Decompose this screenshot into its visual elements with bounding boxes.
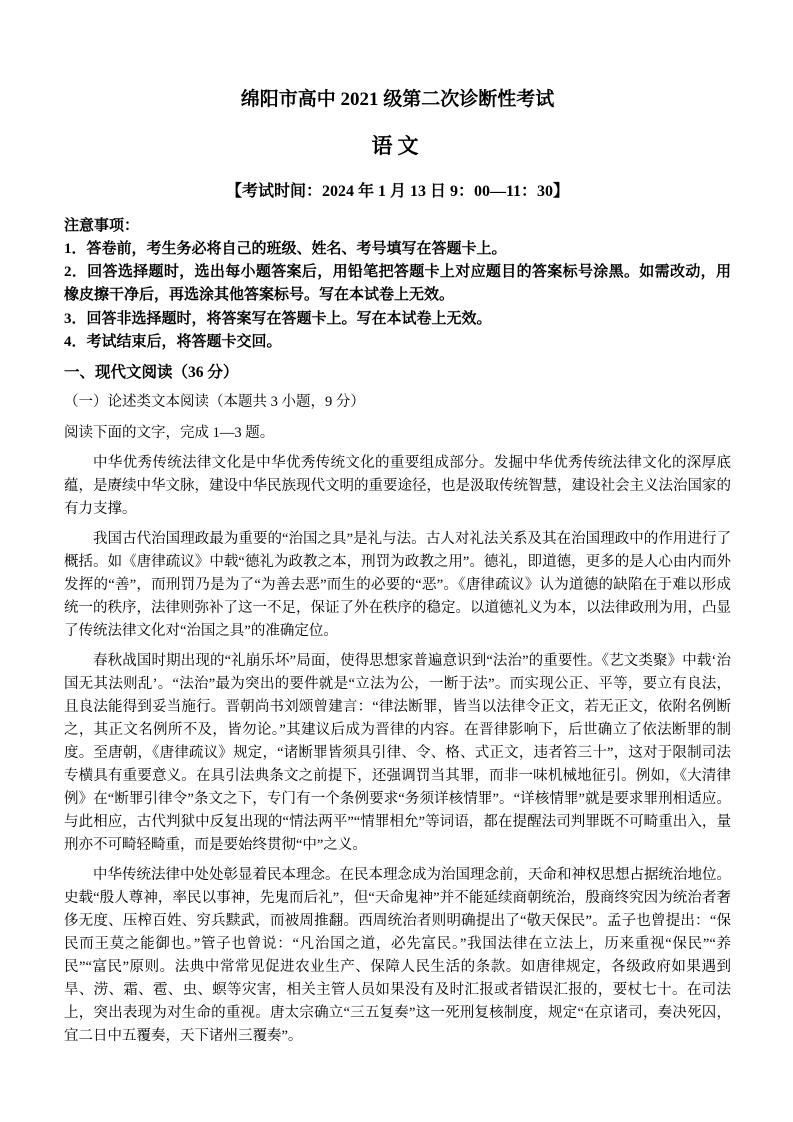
notice-item-3: 3．回答非选择题时，将答案写在答题卡上。写在本试卷上无效。 (64, 310, 492, 327)
notice-item-4: 4．考试结束后，将答题卡交回。 (64, 333, 282, 350)
exam-title: 绵阳市高中 2021 级第二次诊断性考试 (240, 89, 555, 110)
subsection-heading: （一）论述类文本阅读（本题共 3 小题，9 分） (64, 394, 365, 411)
reading-instruction: 阅读下面的文字，完成 1—3 题。 (64, 425, 275, 442)
notice-item-2: 2．回答选择题时，选出每小题答案后，用铅笔把答题卡上对应题目的答案标号涂黑。如需改动，用橡皮擦干净后，再选涂其他答案标号。写在本试卷上无效。 (64, 264, 731, 304)
notices-heading: 注意事项： (64, 217, 140, 234)
section-heading: 一、现代文阅读（36 分） (64, 364, 239, 382)
essay-paragraph-2: 我国古代治国理政最为重要的“治国之具”是礼与法。古人对礼法关系及其在治国理政中的作用进行了概括。如《唐律疏议》中载“德礼为政教之本，刑罚为政教之用”。德礼，即道德，更多的是人心由内而外发挥的“善”，而刑罚乃是为了“为善去恶”而生的必要的“恶”。《唐律疏议》认为道德的缺陷在于难以形成统一的秩序，法律则弥补了这一不足，保证了外在秩序的稳定。以道德礼义为本，以法律政刑为用，凸显了传统法律文化对“治国之具”的准确定位。 (64, 530, 731, 639)
exam-time: 【考试时间：2024 年 1 月 13 日 9：00—11：30】 (225, 182, 570, 200)
essay-paragraph-1: 中华优秀传统法律文化是中华优秀传统文化的重要组成部分。发掘中华优秀传统法律文化的深厚底蕴，是赓续中华文脉，建设中华民族现代文明的重要途径，也是汲取传统智慧，建设社会主义法治国家的有力支撑。 (64, 454, 731, 517)
essay-paragraph-4: 中华传统法律中处处彰显着民本理念。在民本理念成为治国理念前，天命和神权思想占据统治地位。史载“殷人尊神，率民以事神，先鬼而后礼”，但“天命鬼神”并不能延续商朝统治，殷商终究因为统治者奢侈无度、压榨百姓、穷兵黩武，而被周推翻。西周统治者则明确提出了“敬天保民”。孟子也曾提出：“保民而王莫之能御也。”管子也曾说：“凡治国之道，必先富民。”我国法律在立法上，历来重视“保民”“养民”“富民”原则。法典中常常见促进农业生产、保障人民生活的条款。如唐律规定，各级政府如果遇到旱、涝、霜、雹、虫、螟等灾害，相关主管人员如果没有及时汇报或者错误汇报的，要杖七十。在司法上，突出表现为对生命的重视。唐太宗确立“三五复奏”这一死刑复核制度，规定“在京诸司，奏决死囚，宜二日中五覆奏，天下诸州三覆奏”。 (64, 866, 731, 1044)
modern-reading-section (64, 361, 731, 1048)
essay-paragraph-3: 春秋战国时期出现的“礼崩乐坏”局面，使得思想家普遍意识到“法治”的重要性。《艺文类聚》中载‘治国无其法则乱’。“法治”最为突出的要件就是“立法为公，一断于法”。而实现公正、平等，要立有良法，且良法能得到妥当施行。晋朝尚书刘颂曾建言：“律法断罪，皆当以法律令正文，若无正文，依附名例断之，其正文名例所不及，皆勿论。”其建议后成为晋律的内容。在晋律影响下，后世确立了依法断罪的制度。至唐朝，《唐律疏议》规定，“诸断罪皆须具引律、令、格、式正文，违者笞三十”，这对于限制司法专横具有重要意义。在具引法典条文之前提下，还强调罚当其罪，而非一味机械地征引。例如，《大清律例》在“断罪引律令”条文之下，专门有一个条例要求“务须详核情罪”。“详核情罪”就是要求罪刑相适应。与此相应，古代判狱中反复出现的“情法两平”“情罪相允”等词语，都在提醒法司判罪既不可畸重出入，量刑亦不可畸轻畸重，而是要始终贯彻“中”之义。 (64, 652, 731, 853)
notices-section (64, 215, 731, 355)
subject-title: 语文 (371, 133, 424, 158)
notice-item-1: 1．答卷前，考生务必将自己的班级、姓名、考号填写在答题卡上。 (64, 240, 507, 257)
